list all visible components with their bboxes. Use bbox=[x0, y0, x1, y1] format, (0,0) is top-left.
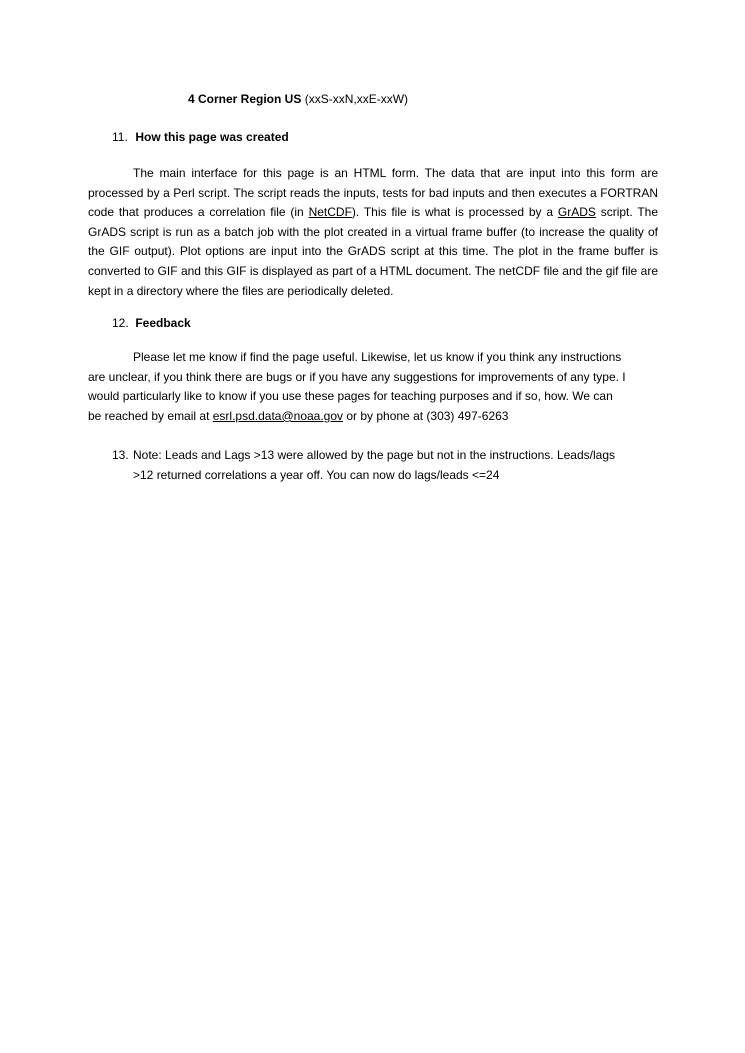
note-line-2: >12 returned correlations a year off. You can now do lags/leads <=24 bbox=[133, 467, 500, 482]
section-13-number: 13. bbox=[112, 448, 129, 462]
section-11-heading bbox=[112, 130, 289, 144]
region-title: 4 Corner Region US bbox=[188, 92, 302, 106]
section-11-text-part1: The main interface for this page is an HTML form. The data that are input into this form are processed by a Perl script. The script reads the inputs, tests for bad inputs and then executes a FORTRAN code that produces a correlation file (in bbox=[88, 166, 658, 220]
email-link[interactable]: esrl.psd.data@noaa.gov bbox=[212, 408, 344, 423]
region-heading bbox=[188, 92, 408, 106]
section-11-number: 11. bbox=[112, 130, 128, 144]
netcdf-link[interactable]: NetCDF bbox=[308, 205, 352, 220]
feedback-line-4-pre: be reached by email at bbox=[88, 408, 213, 423]
feedback-line-4-post: or by phone at (303) 497-6263 bbox=[343, 408, 509, 423]
section-11-title: How this page was created bbox=[135, 130, 289, 144]
feedback-line-4 bbox=[88, 407, 658, 427]
region-coords: (xxS-xxN,xxE-xxW) bbox=[304, 92, 409, 106]
section-12-title: Feedback bbox=[135, 316, 191, 330]
section-12-heading bbox=[112, 316, 191, 330]
section-12-paragraph bbox=[88, 348, 658, 426]
grads-link[interactable]: GrADS bbox=[557, 205, 596, 220]
section-12-number: 12. bbox=[112, 316, 129, 330]
feedback-line-2: are unclear, if you think there are bugs or if you have any suggestions for improvements of any type. I bbox=[88, 369, 626, 384]
feedback-line-3: would particularly like to know if you use these pages for teaching purposes and if so, how. We can bbox=[88, 389, 613, 404]
section-11-paragraph bbox=[88, 164, 658, 301]
note-line-1: Note: Leads and Lags >13 were allowed by the page but not in the instructions. Leads/lags bbox=[133, 448, 615, 462]
feedback-line-1: Please let me know if find the page useful. Likewise, let us know if you think any instructions bbox=[133, 350, 622, 364]
section-13-note bbox=[112, 446, 658, 485]
section-11-text-part2: ). This file is what is processed by a bbox=[351, 205, 558, 220]
section-11-text-part3: script. The GrADS script is run as a batch job with the plot created in a virtual frame buffer (to increase the quality of the GIF output). Plot options are input into the GrADS script at this time. The plot in the frame buffer is converted to GIF and this GIF is displayed as part of a HTML document. The netCDF file and the gif file are kept in a directory where the files are periodically deleted. bbox=[88, 205, 658, 298]
